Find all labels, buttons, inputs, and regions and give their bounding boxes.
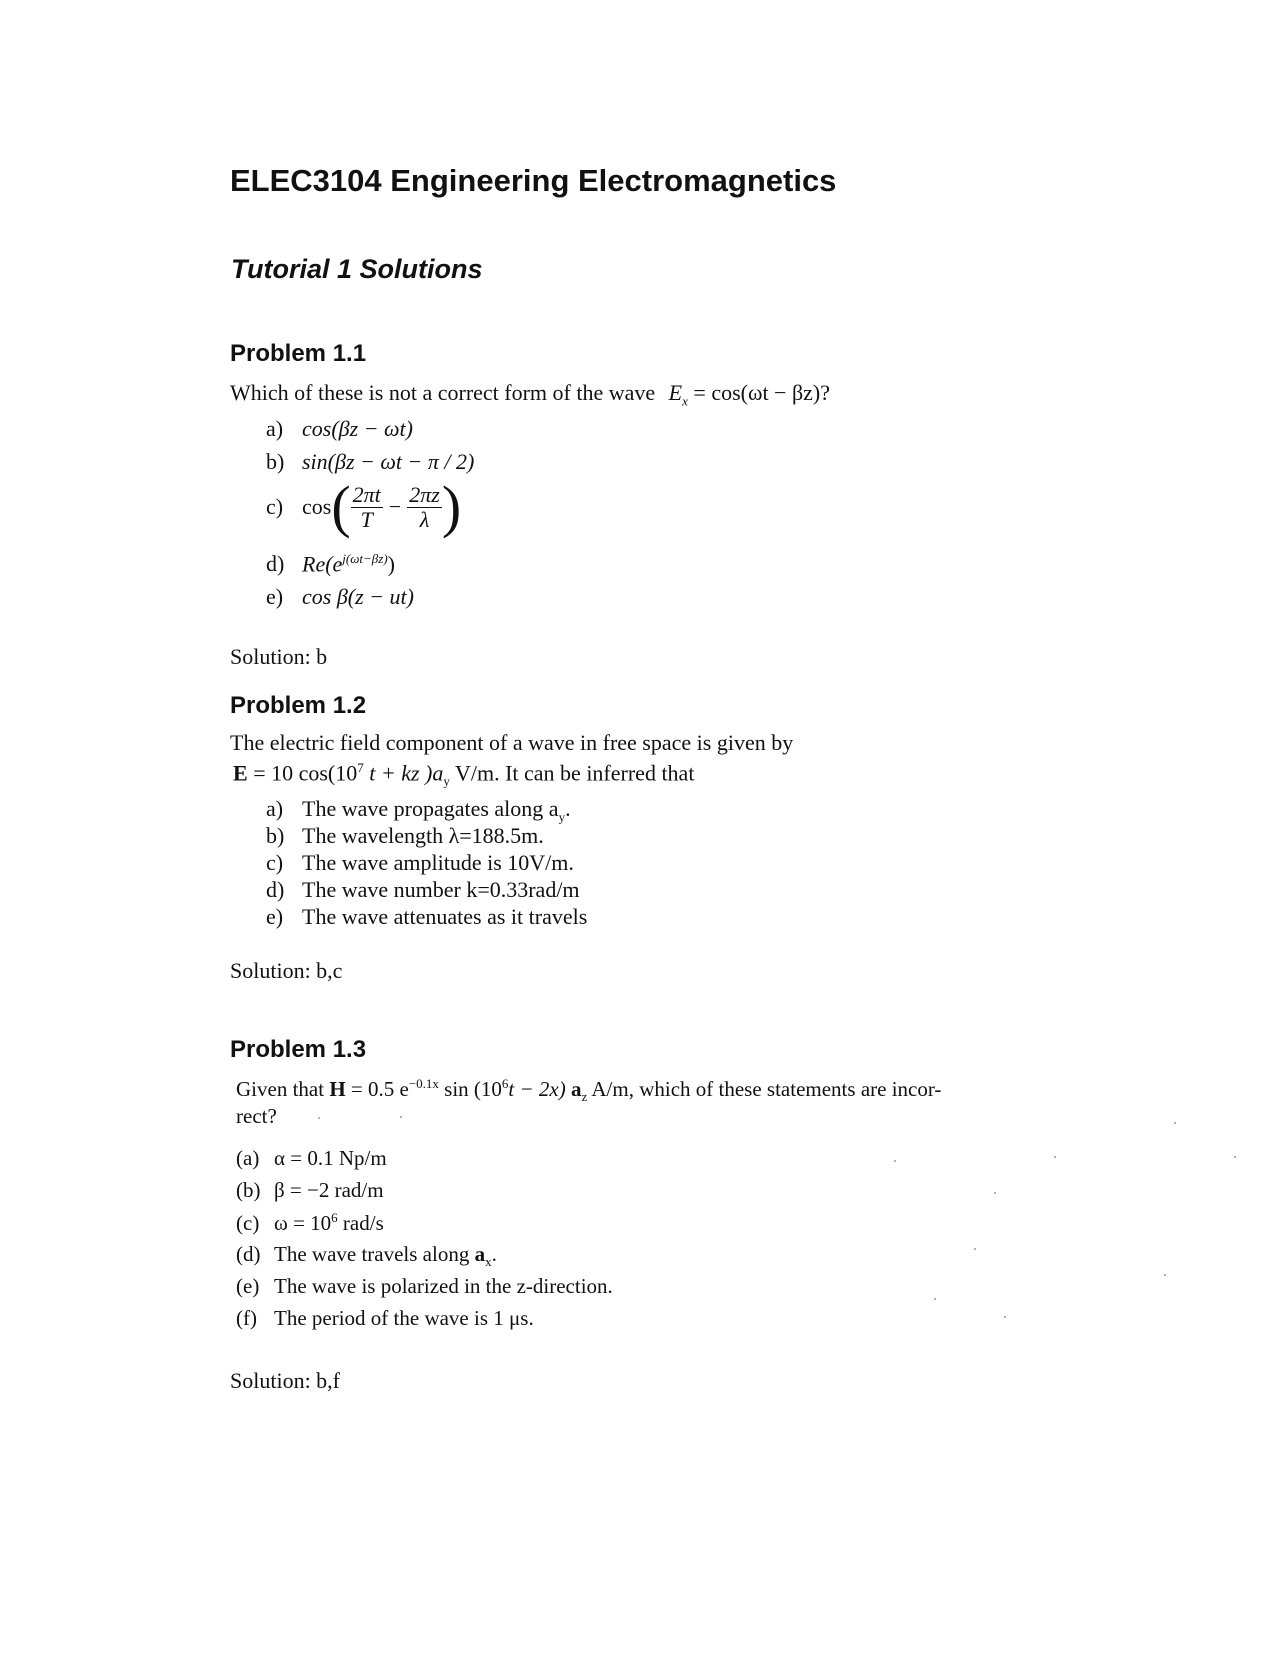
option-end: . [491, 1242, 497, 1266]
scan-speck [400, 1116, 402, 1118]
unit-vector: a [474, 1242, 486, 1266]
option-end: rad/s [337, 1211, 384, 1235]
option-text: sin(βz − ωt − π / 2) [302, 449, 475, 474]
fraction-numerator: 2πt [352, 481, 381, 507]
option-item [236, 1306, 534, 1331]
equation-rhs: = cos(ωt − βz)? [693, 380, 831, 405]
option-suffix: ) [387, 551, 395, 577]
option-item [266, 584, 414, 610]
option-text: α = 0.1 Np/m [274, 1146, 387, 1170]
document-title: ELEC3104 Engineering Electromagnetics [230, 163, 837, 198]
unit-vector: a [571, 1077, 582, 1101]
option-prefix: Re(e [302, 551, 343, 577]
option-letter: a) [266, 796, 284, 821]
option-text: The wave propagates along a [302, 796, 559, 821]
fraction-numerator: 2πz [409, 481, 440, 507]
option-letter: (e) [236, 1274, 260, 1298]
problem-heading: Problem 1.2 [230, 692, 367, 719]
option-letter: (a) [236, 1146, 260, 1170]
equation-part: = 10 cos(10 [247, 760, 358, 786]
option-letter: (b) [236, 1178, 261, 1202]
problem-statement-continued: rect? [236, 1104, 277, 1128]
option-item [266, 850, 574, 876]
equation-part: t + kz )a [363, 760, 444, 786]
field-symbol: E [233, 760, 248, 786]
statement-part: Given that [236, 1077, 330, 1101]
solution-text: Solution: b [230, 644, 328, 669]
statement-part: = 0.5 e [345, 1077, 409, 1101]
option-text: cos β(z − ut) [302, 584, 414, 609]
equation-subscript: x [682, 393, 688, 409]
field-symbol: H [329, 1077, 346, 1101]
option-item [266, 551, 395, 577]
fraction [407, 483, 442, 532]
option-superscript: j(ωt−βz) [342, 551, 388, 566]
option-text: The wave is polarized in the z-direction. [274, 1274, 613, 1298]
option-text: β = −2 rad/m [274, 1178, 384, 1202]
statement-exponent: −0.1x [408, 1076, 439, 1091]
option-end: . [565, 796, 571, 821]
scan-speck [1164, 1274, 1166, 1276]
option-item [266, 796, 571, 825]
scan-speck [994, 1192, 996, 1194]
option-item [266, 823, 544, 849]
option-text: The wavelength λ=188.5m. [302, 823, 544, 848]
statement-part: sin (10 [438, 1077, 502, 1101]
option-text: The wave number k=0.33rad/m [302, 877, 580, 902]
minus-sign: − [388, 494, 402, 519]
scan-speck [1004, 1316, 1006, 1318]
option-letter: b) [266, 449, 285, 474]
option-letter: b) [266, 823, 285, 848]
option-item [266, 449, 474, 475]
scanned-problem-block [234, 1070, 1040, 1350]
scan-speck [1054, 1156, 1056, 1158]
scan-speck [1174, 1122, 1176, 1124]
right-paren: ) [441, 474, 462, 539]
option-text: ω = 10 [274, 1211, 332, 1235]
option-subscript: x [485, 1254, 492, 1270]
scan-speck [974, 1248, 976, 1250]
option-letter: e) [266, 584, 284, 609]
option-item [266, 904, 587, 930]
option-item [236, 1178, 384, 1203]
fraction-denominator: λ [419, 506, 430, 532]
problem-heading: Problem 1.1 [230, 340, 367, 367]
fraction-denominator: T [360, 506, 373, 532]
option-item [236, 1242, 497, 1270]
option-item [236, 1146, 387, 1171]
option-letter: (f) [236, 1306, 257, 1330]
problem-equation-line [233, 760, 694, 790]
scan-speck [1234, 1156, 1236, 1158]
equation-subscript: y [443, 773, 450, 789]
option-prefix: cos [302, 494, 332, 519]
option-exponent: 6 [331, 1210, 338, 1225]
option-letter: e) [266, 904, 284, 929]
statement-exponent: 6 [501, 1076, 509, 1091]
option-letter: d) [266, 877, 285, 902]
scan-speck [934, 1298, 936, 1300]
statement-part: t − 2x) [508, 1077, 571, 1101]
solution-text: Solution: b,c [230, 958, 343, 983]
problem-statement: The electric field component of a wave in free space is given by [230, 730, 794, 755]
question-text: Which of these is not a correct form of the wave [230, 380, 656, 405]
option-item [236, 1210, 384, 1236]
left-paren: ( [331, 474, 351, 539]
option-text: The wave attenuates as it travels [302, 904, 588, 929]
option-item [236, 1274, 613, 1299]
document-subtitle: Tutorial 1 Solutions [231, 254, 483, 284]
option-text: The wave travels along [274, 1242, 475, 1266]
option-letter: a) [266, 416, 284, 441]
scan-speck [894, 1160, 896, 1162]
scan-speck [318, 1117, 320, 1119]
equation-symbol: E [668, 380, 683, 405]
option-item [266, 416, 413, 442]
option-item [266, 877, 580, 903]
option-letter: c) [266, 494, 284, 519]
option-text: The period of the wave is 1 μs. [274, 1306, 534, 1330]
option-letter: (c) [236, 1211, 260, 1235]
option-letter: (d) [236, 1242, 261, 1266]
option-text: The wave amplitude is 10V/m. [302, 850, 574, 875]
problem-statement [236, 1076, 941, 1105]
equation-exponent: 7 [357, 760, 364, 775]
problem-heading: Problem 1.3 [230, 1036, 367, 1063]
solution-text: Solution: b,f [230, 1368, 341, 1393]
option-text: cos(βz − ωt) [302, 416, 413, 441]
statement-subscript: z [581, 1089, 588, 1105]
problem-question [230, 380, 830, 409]
equation-part: V/m. It can be inferred that [449, 760, 695, 786]
statement-part: A/m, which of these statements are incor- [587, 1077, 942, 1101]
option-item [266, 474, 462, 539]
option-letter: c) [266, 850, 284, 875]
option-subscript: y [558, 809, 566, 825]
option-letter: d) [266, 551, 285, 577]
fraction [351, 483, 383, 532]
